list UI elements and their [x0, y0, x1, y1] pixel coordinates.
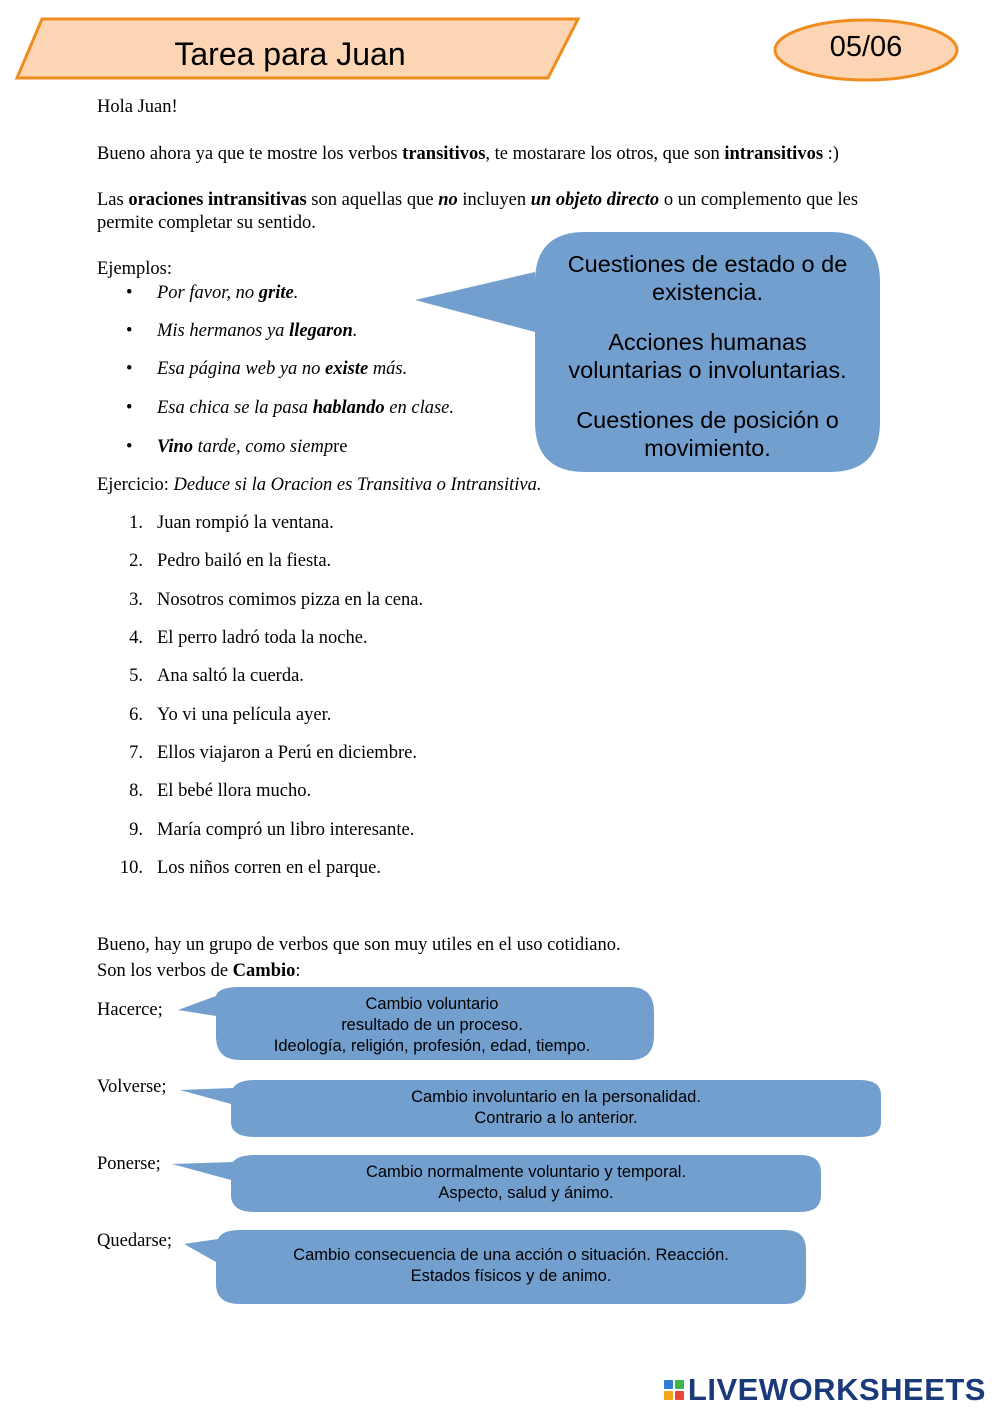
verb-bubble-text	[231, 1087, 881, 1129]
exercise-item: María compró un libro interesante.	[157, 820, 415, 840]
exercise-item: Yo vi una película ayer.	[157, 705, 332, 725]
verb-label: Volverse;	[97, 1077, 167, 1097]
text-run: más.	[368, 359, 408, 379]
text-run: Bueno ahora ya que te mostre los verbos	[97, 144, 403, 164]
bubble-line: resultado de un proceso.	[341, 1016, 523, 1034]
bubble-line: Ideología, religión, profesión, edad, tiempo.	[273, 1037, 591, 1055]
liveworksheets-logo	[664, 1372, 986, 1408]
term-transitivos: transitivos	[402, 144, 486, 164]
text-run: Esa chica se la pasa	[157, 398, 313, 418]
text-run: Son los verbos de	[97, 961, 233, 981]
term-no: no	[438, 190, 458, 210]
bubble-line: Cambio voluntario	[365, 995, 499, 1013]
term-oraciones-intransitivas: oraciones intransitivas	[128, 190, 307, 210]
exercise-instruction: Deduce si la Oracion es Transitiva o Intransitiva.	[173, 475, 542, 495]
example-verb: llegaron	[289, 321, 353, 341]
info-line: Cuestiones de estado o de existencia.	[567, 251, 848, 305]
liveworksheets-logo-icon	[664, 1380, 684, 1400]
item-number: 4.	[129, 628, 143, 648]
exercise-heading	[97, 475, 541, 496]
bubble-line: Aspecto, salud y ánimo.	[438, 1184, 614, 1202]
verb-label: Hacerce;	[97, 1000, 163, 1020]
change-heading	[97, 961, 301, 982]
verb-bubble-text	[216, 994, 648, 1057]
verb-label: Ponerse;	[97, 1154, 161, 1174]
examples-label: Ejemplos:	[97, 259, 173, 279]
text-run: o un complemento que les permite completar su sentido.	[97, 190, 859, 233]
item-number: 8.	[129, 781, 143, 801]
greeting: Hola Juan!	[97, 97, 178, 117]
exercise-item: Pedro bailó en la fiesta.	[157, 551, 332, 571]
exercise-item: Nosotros comimos pizza en la cena.	[157, 590, 424, 610]
page-title: Tarea para Juan	[174, 36, 406, 72]
logo-text: LIVEWORKSHEETS	[687, 1372, 986, 1407]
bubble-line: Cambio involuntario en la personalidad.	[411, 1088, 701, 1106]
text-run: en clase.	[384, 398, 455, 418]
text-run: incluyen	[457, 190, 531, 210]
bubble-line: Cambio consecuencia de una acción o situación. Reacción.	[293, 1246, 729, 1264]
verb-bubble-text	[231, 1162, 821, 1204]
text-run: , te mostarare los otros, que son	[485, 144, 725, 164]
exercise-item: Juan rompió la ventana.	[157, 513, 334, 533]
example-verb: grite	[258, 283, 294, 303]
exercise-item: Ellos viajaron a Perú en diciembre.	[157, 743, 417, 763]
term-intransitivos: intransitivos	[724, 144, 824, 164]
text-run: Esa página web ya no	[157, 359, 326, 379]
text-run: :	[295, 961, 301, 981]
item-number: 6.	[129, 705, 143, 725]
example-item	[157, 321, 357, 342]
bubble-line: Estados físicos y de animo.	[410, 1267, 612, 1285]
text-run: Por favor, no	[157, 283, 259, 303]
bullet-icon: •	[126, 359, 133, 379]
info-line: Acciones humanas voluntarias o involuntarias.	[568, 329, 847, 383]
item-number: 1.	[129, 513, 143, 533]
text-run: son aquellas que	[306, 190, 439, 210]
bullet-icon: •	[126, 437, 133, 457]
text-run: Mis hermanos ya	[157, 321, 290, 341]
item-number: 3.	[129, 590, 143, 610]
example-item	[157, 398, 454, 419]
example-verb: Vino	[157, 437, 193, 457]
intro-paragraph-2	[97, 189, 917, 235]
example-item	[157, 283, 298, 304]
item-number: 7.	[129, 743, 143, 763]
text-run: tarde, como siemp	[193, 437, 334, 457]
text-run: Las	[97, 190, 129, 210]
example-verb: hablando	[312, 398, 385, 418]
info-line: Cuestiones de posición o movimiento.	[576, 407, 839, 461]
text-run: re	[333, 437, 348, 457]
exercise-label: Ejercicio:	[97, 475, 174, 495]
example-item	[157, 437, 347, 458]
verb-label: Quedarse;	[97, 1231, 172, 1251]
intro-paragraph-1	[97, 144, 839, 165]
exercise-item: El bebé llora mucho.	[157, 781, 312, 801]
exercise-item: Los niños corren en el parque.	[157, 858, 381, 878]
item-number: 9.	[129, 820, 143, 840]
term-objeto-directo: un objeto directo	[530, 190, 660, 210]
text-run: .	[293, 283, 299, 303]
exercise-item: Ana saltó la cuerda.	[157, 666, 304, 686]
change-intro: Bueno, hay un grupo de verbos que son muy utiles en el uso cotidiano.	[97, 935, 621, 955]
item-number: 5.	[129, 666, 143, 686]
bullet-icon: •	[126, 398, 133, 418]
text-run: .	[352, 321, 358, 341]
example-verb: existe	[325, 359, 369, 379]
bullet-icon: •	[126, 283, 133, 303]
item-number: 10.	[119, 858, 143, 878]
bubble-line: Cambio normalmente voluntario y temporal.	[365, 1163, 687, 1181]
exercise-item: El perro ladró toda la noche.	[157, 628, 368, 648]
example-item	[157, 359, 407, 380]
bubble-line: Contrario a lo anterior.	[474, 1109, 638, 1127]
info-bubble-text	[550, 250, 865, 484]
verb-bubble-text	[216, 1245, 806, 1287]
term-cambio: Cambio	[232, 961, 296, 981]
item-number: 2.	[129, 551, 143, 571]
date-label: 05/06	[829, 31, 903, 63]
bullet-icon: •	[126, 321, 133, 341]
text-run: :)	[823, 144, 839, 164]
